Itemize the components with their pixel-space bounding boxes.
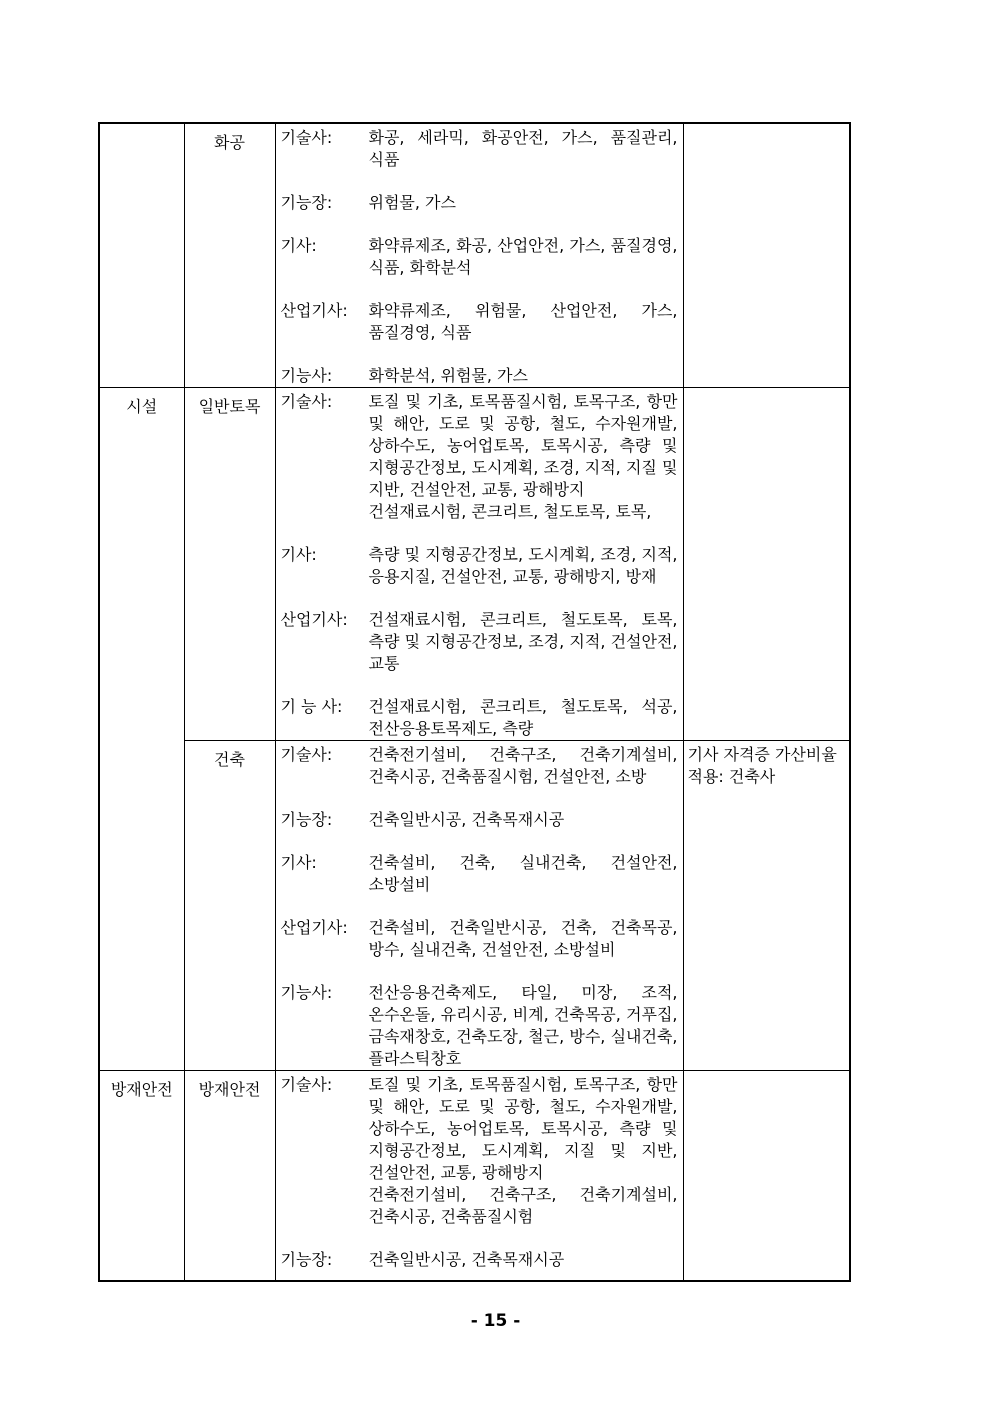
qualification-items: 측량 및 지형공간정보, 도시계획, 조경, 지적, 응용지질, 건설안전, 교통, 광해방지, 방재 xyxy=(368,545,678,586)
qualification-level: 기능사: xyxy=(280,366,333,385)
qualification-cell xyxy=(275,741,683,1071)
qualification-items: 건설재료시험, 콘크리트, 철도토목, 토목, 측량 및 지형공간정보, 조경, 지적, 건설안전, 교통 xyxy=(368,610,678,673)
qualification-level: 기사: xyxy=(280,545,317,564)
page-number: - 15 - xyxy=(470,1311,521,1331)
qualification-items: 토질 및 기초, 토목품질시험, 토목구조, 항만 및 해안, 도로 및 공항, 철도, 수자원개발, 상하수도, 농어업토목, 토목시공, 측량 및 지형공간정보, 도시계획, 조경, 지적, 지질 및 지반, 건설안전, 교통, 광해방지 건설재료시험, 콘크리트, 철도토목, 토목, xyxy=(368,392,678,521)
qualification-items: 위험물, 가스 xyxy=(368,193,456,212)
qualification-entry xyxy=(281,127,678,171)
qualification-entry xyxy=(281,300,678,344)
qualification-items: 화학분석, 위험물, 가스 xyxy=(368,366,528,385)
qualification-entry xyxy=(281,744,678,788)
note-cell xyxy=(683,388,850,741)
qualification-entry xyxy=(281,365,678,387)
qualification-level: 기술사: xyxy=(280,392,333,411)
qualification-entry xyxy=(281,809,678,831)
qualification-entry xyxy=(281,1249,678,1271)
table-row xyxy=(99,741,850,1071)
qualification-entry xyxy=(281,391,678,523)
note-cell xyxy=(683,1071,850,1281)
category-cell: 방재안전 xyxy=(99,1071,184,1281)
field-cell: 건축 xyxy=(184,741,275,1071)
qualification-entry xyxy=(281,982,678,1070)
qualification-cell xyxy=(275,388,683,741)
qualification-items: 건설재료시험, 콘크리트, 철도토목, 석공, 전산응용토목제도, 측량 xyxy=(368,697,678,738)
qualification-table xyxy=(98,122,851,1282)
qualification-level: 기술사: xyxy=(280,128,333,147)
qualification-level: 기술사: xyxy=(280,745,333,764)
qualification-items: 화약류제조, 위험물, 산업안전, 가스, 품질경영, 식품 xyxy=(368,301,678,342)
qualification-entry xyxy=(281,544,678,588)
category-cell: 시설 xyxy=(99,388,184,1071)
qualification-level: 기능사: xyxy=(280,983,333,1002)
qualification-level: 기능장: xyxy=(280,1250,333,1269)
qualification-entry xyxy=(281,696,678,740)
note-cell: 기사 자격증 가산비율 적용: 건축사 xyxy=(683,741,850,1071)
qualification-items: 토질 및 기초, 토목품질시험, 토목구조, 항만 및 해안, 도로 및 공항, 철도, 수자원개발, 상하수도, 농어업토목, 토목시공, 측량 및 지형공간정보, 도시계획, 지질 및 지반, 건설안전, 교통, 광해방지 건축전기설비, 건축구조, 건축기계설비, 건축시공, 건축품질시험 xyxy=(368,1075,678,1226)
qualification-entry xyxy=(281,235,678,279)
qualification-items: 건축전기설비, 건축구조, 건축기계설비, 건축시공, 건축품질시험, 건설안전, 소방 xyxy=(368,745,678,786)
table-row xyxy=(99,123,850,388)
note-cell xyxy=(683,123,850,388)
field-cell: 방재안전 xyxy=(184,1071,275,1281)
field-cell: 일반토목 xyxy=(184,388,275,741)
qualification-entry xyxy=(281,917,678,961)
table-row xyxy=(99,388,850,741)
category-cell xyxy=(99,123,184,388)
qualification-level: 기능장: xyxy=(280,193,333,212)
qualification-level: 산업기사: xyxy=(280,610,348,629)
qualification-level: 기사: xyxy=(280,853,317,872)
qualification-entry xyxy=(281,1074,678,1228)
field-cell: 화공 xyxy=(184,123,275,388)
qualification-items: 화공, 세라믹, 화공안전, 가스, 품질관리, 식품 xyxy=(368,128,678,169)
qualification-level: 기술사: xyxy=(280,1075,333,1094)
qualification-items: 건축설비, 건축, 실내건축, 건설안전, 소방설비 xyxy=(368,853,678,894)
qualification-entry xyxy=(281,192,678,214)
qualification-level: 산업기사: xyxy=(280,918,348,937)
qualification-level: 기사: xyxy=(280,236,317,255)
qualification-entry xyxy=(281,852,678,896)
qualification-level: 산업기사: xyxy=(280,301,348,320)
qualification-items: 건축설비, 건축일반시공, 건축, 건축목공, 방수, 실내건축, 건설안전, 소방설비 xyxy=(368,918,678,959)
qualification-level: 기능장: xyxy=(280,810,333,829)
qualification-cell xyxy=(275,1071,683,1281)
table-row xyxy=(99,1071,850,1281)
qualification-cell xyxy=(275,123,683,388)
qualification-entry xyxy=(281,609,678,675)
qualification-items: 건축일반시공, 건축목재시공 xyxy=(368,1250,565,1269)
qualification-level: 기 능 사: xyxy=(280,697,343,716)
qualification-items: 전산응용건축제도, 타일, 미장, 조적, 온수온돌, 유리시공, 비계, 건축목공, 거푸집, 금속재창호, 건축도장, 철근, 방수, 실내건축, 플라스틱창호 xyxy=(368,983,678,1068)
qualification-items: 건축일반시공, 건축목재시공 xyxy=(368,810,565,829)
qualification-items: 화약류제조, 화공, 산업안전, 가스, 품질경영, 식품, 화학분석 xyxy=(368,236,678,277)
